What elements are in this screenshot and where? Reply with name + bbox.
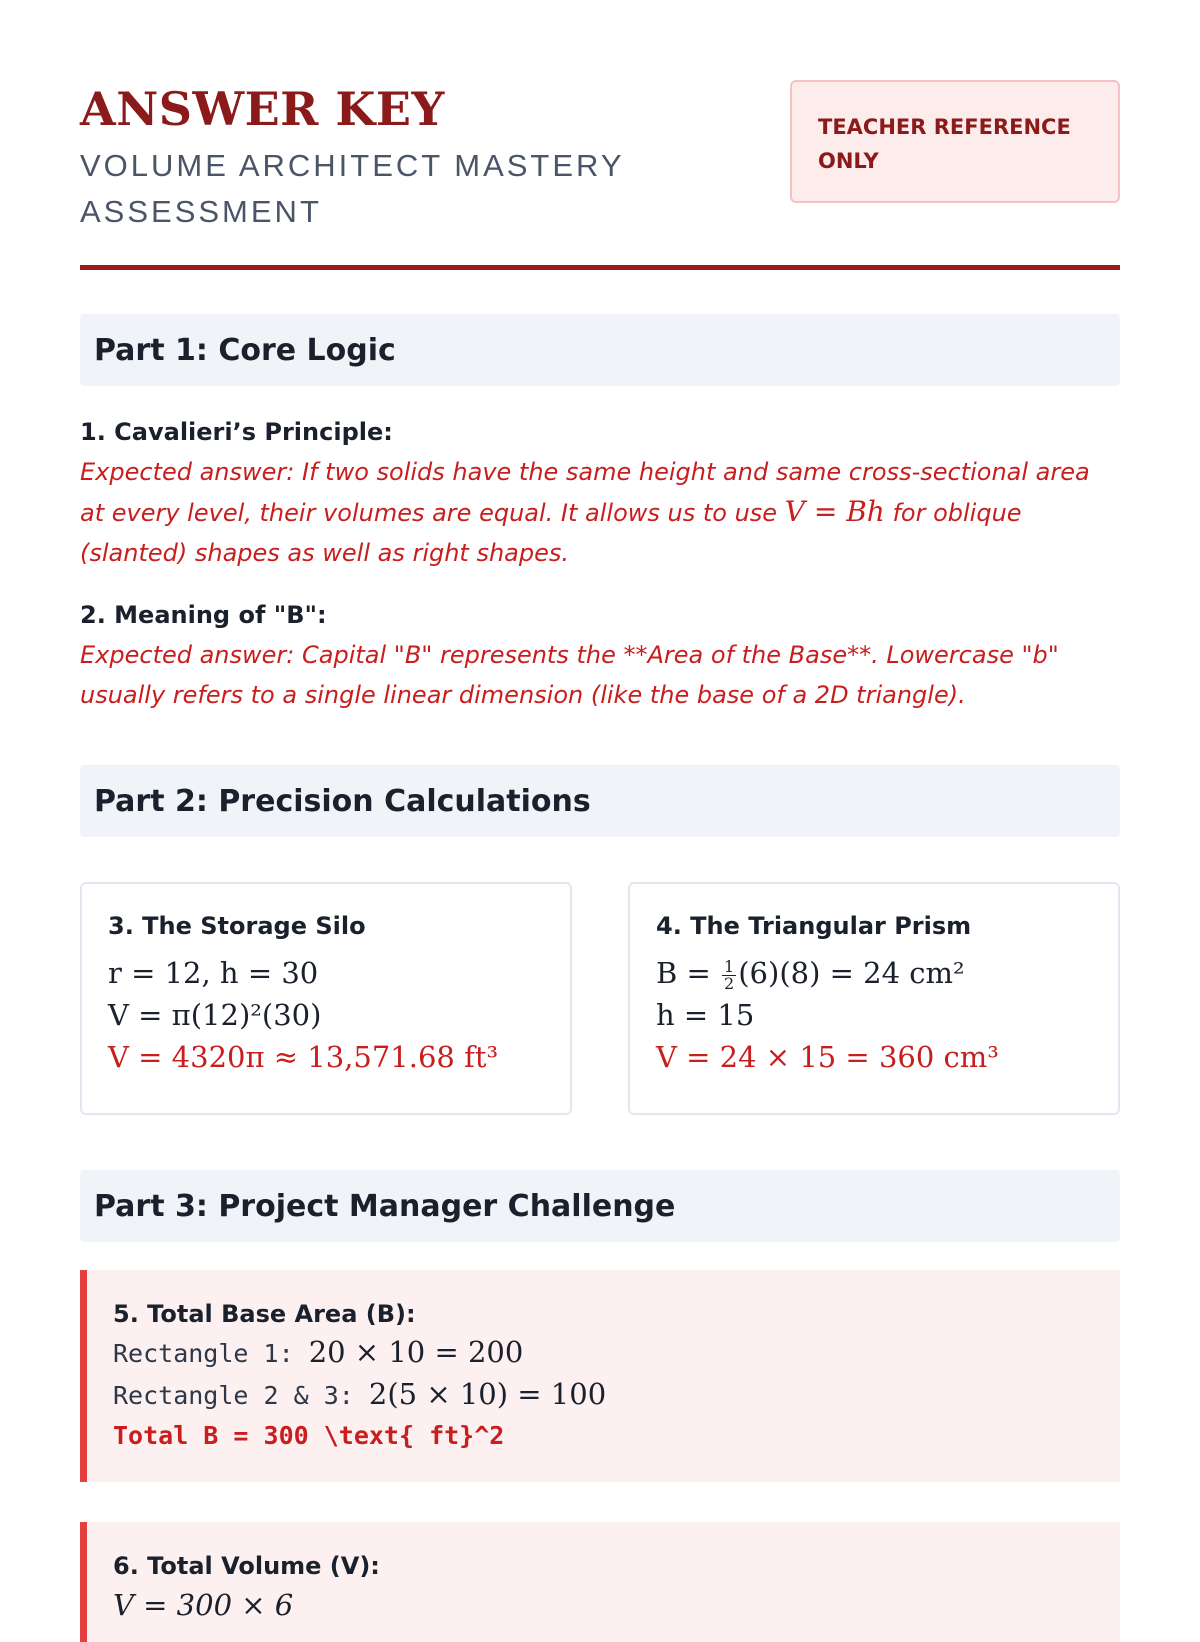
fraction-numerator: 1 [724, 956, 735, 976]
question-5-title: 5. Total Base Area (B): [113, 1300, 416, 1328]
rectangle-1-calc: 20 × 10 = 200 [308, 1335, 524, 1369]
question-1-answer [80, 452, 1120, 573]
question-3-formula: V = π(12)²(30) [108, 998, 322, 1032]
question-3-given: r = 12, h = 30 [108, 956, 319, 990]
question-1-label: 1. Cavalieri’s Principle: [80, 418, 393, 446]
section-heading-part-2: Part 2: Precision Calculations [80, 765, 1120, 837]
header [80, 0, 1120, 270]
question-6-line: V = 300 × 6 [113, 1588, 294, 1622]
one-half-fraction [722, 956, 736, 993]
question-4-base-prefix: B = [656, 956, 711, 990]
question-5-callout [80, 1270, 1120, 1482]
question-2-label: 2. Meaning of "B": [80, 601, 327, 629]
fraction-denominator: 2 [724, 973, 735, 993]
teacher-reference-badge: TEACHER REFERENCE ONLY [790, 80, 1120, 203]
rectangle-1-label: Rectangle 1: [113, 1339, 294, 1368]
page-title: ANSWER KEY [80, 82, 445, 136]
total-base-area: Total B = 300 \text{ ft}^2 [113, 1421, 505, 1450]
question-2-answer: Expected answer: Capital "B" represents the **Area of the Base**. Lowercase "b" usually refers to a single linear dimension (like the base of a 2D triangle). [80, 641, 1059, 709]
section-heading-part-3: Part 3: Project Manager Challenge [80, 1170, 1120, 1242]
rectangle-1-line [113, 1332, 1094, 1374]
rectangle-2-3-line [113, 1374, 1094, 1416]
question-4-card [628, 882, 1120, 1115]
question-4-base-suffix: (6)(8) = 24 cm² [738, 956, 965, 990]
question-1-answer-text: Expected answer: If two solids have the same height and same cross-sectional area at every level, their volumes are equal. It allows us to use [80, 458, 1090, 527]
question-4-title: 4. The Triangular Prism [656, 912, 972, 940]
question-1-formula: V = Bh [784, 495, 885, 528]
question-4-height: h = 15 [656, 998, 755, 1032]
section-heading-part-1: Part 1: Core Logic [80, 314, 1120, 386]
question-4-base-area [656, 952, 1092, 994]
question-6-title: 6. Total Volume (V): [113, 1552, 380, 1580]
question-3-card [80, 882, 572, 1115]
rectangle-2-3-calc: 2(5 × 10) = 100 [368, 1377, 607, 1411]
question-6-callout [80, 1522, 1120, 1642]
question-4-result: V = 24 × 15 = 360 cm³ [656, 1040, 999, 1074]
question-1-answer-text-end: for oblique (slanted) shapes as well as right shapes. [80, 499, 1022, 567]
page-subtitle: VOLUME ARCHITECT MASTERY ASSESSMENT [80, 148, 624, 229]
question-3-result: V = 4320π ≈ 13,571.68 ft³ [108, 1040, 499, 1074]
question-3-title: 3. The Storage Silo [108, 912, 366, 940]
rectangle-2-3-label: Rectangle 2 & 3: [113, 1381, 354, 1410]
